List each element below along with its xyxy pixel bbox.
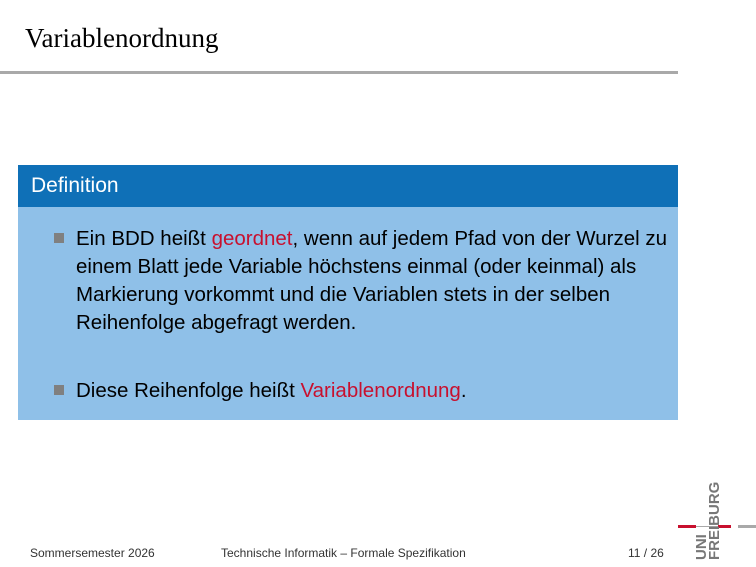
bullet-item: [54, 225, 668, 337]
bullet-text-start: Ein BDD heißt: [76, 227, 212, 250]
bullet-item: [54, 377, 668, 405]
bullet-text-end: , wenn auf jedem Pfad von der Wurzel zu einem Blatt jede Variable höchstens einmal (oder keinmal) als Markierung vorkommt und die Variablen stets in der selben Reihenfolge abgefragt werden.: [76, 227, 668, 334]
footer-page-number: 11 / 26: [628, 546, 664, 560]
bullet-text: [76, 225, 668, 337]
logo-line-freiburg: FREIBURG: [706, 481, 723, 560]
university-logo: [678, 478, 756, 567]
bullet-text-end: .: [460, 379, 467, 402]
logo-line-uni: UNI: [693, 534, 710, 560]
slide-title: Variablenordnung: [25, 23, 219, 53]
definition-header: Definition: [18, 165, 678, 207]
bullet-square-icon: [54, 233, 64, 243]
footer-course: Technische Informatik – Formale Spezifikation: [221, 546, 466, 560]
definition-body: [18, 207, 678, 420]
bullet-text: [76, 377, 467, 405]
title-divider: [0, 71, 678, 74]
bullet-square-icon: [54, 385, 64, 395]
highlighted-term: geordnet: [211, 227, 293, 250]
definition-block: [18, 165, 678, 420]
highlighted-term: Variablenordnung: [300, 379, 461, 402]
footer-semester: Sommersemester 2026: [30, 546, 155, 560]
bullet-text-start: Diese Reihenfolge heißt: [76, 379, 301, 402]
